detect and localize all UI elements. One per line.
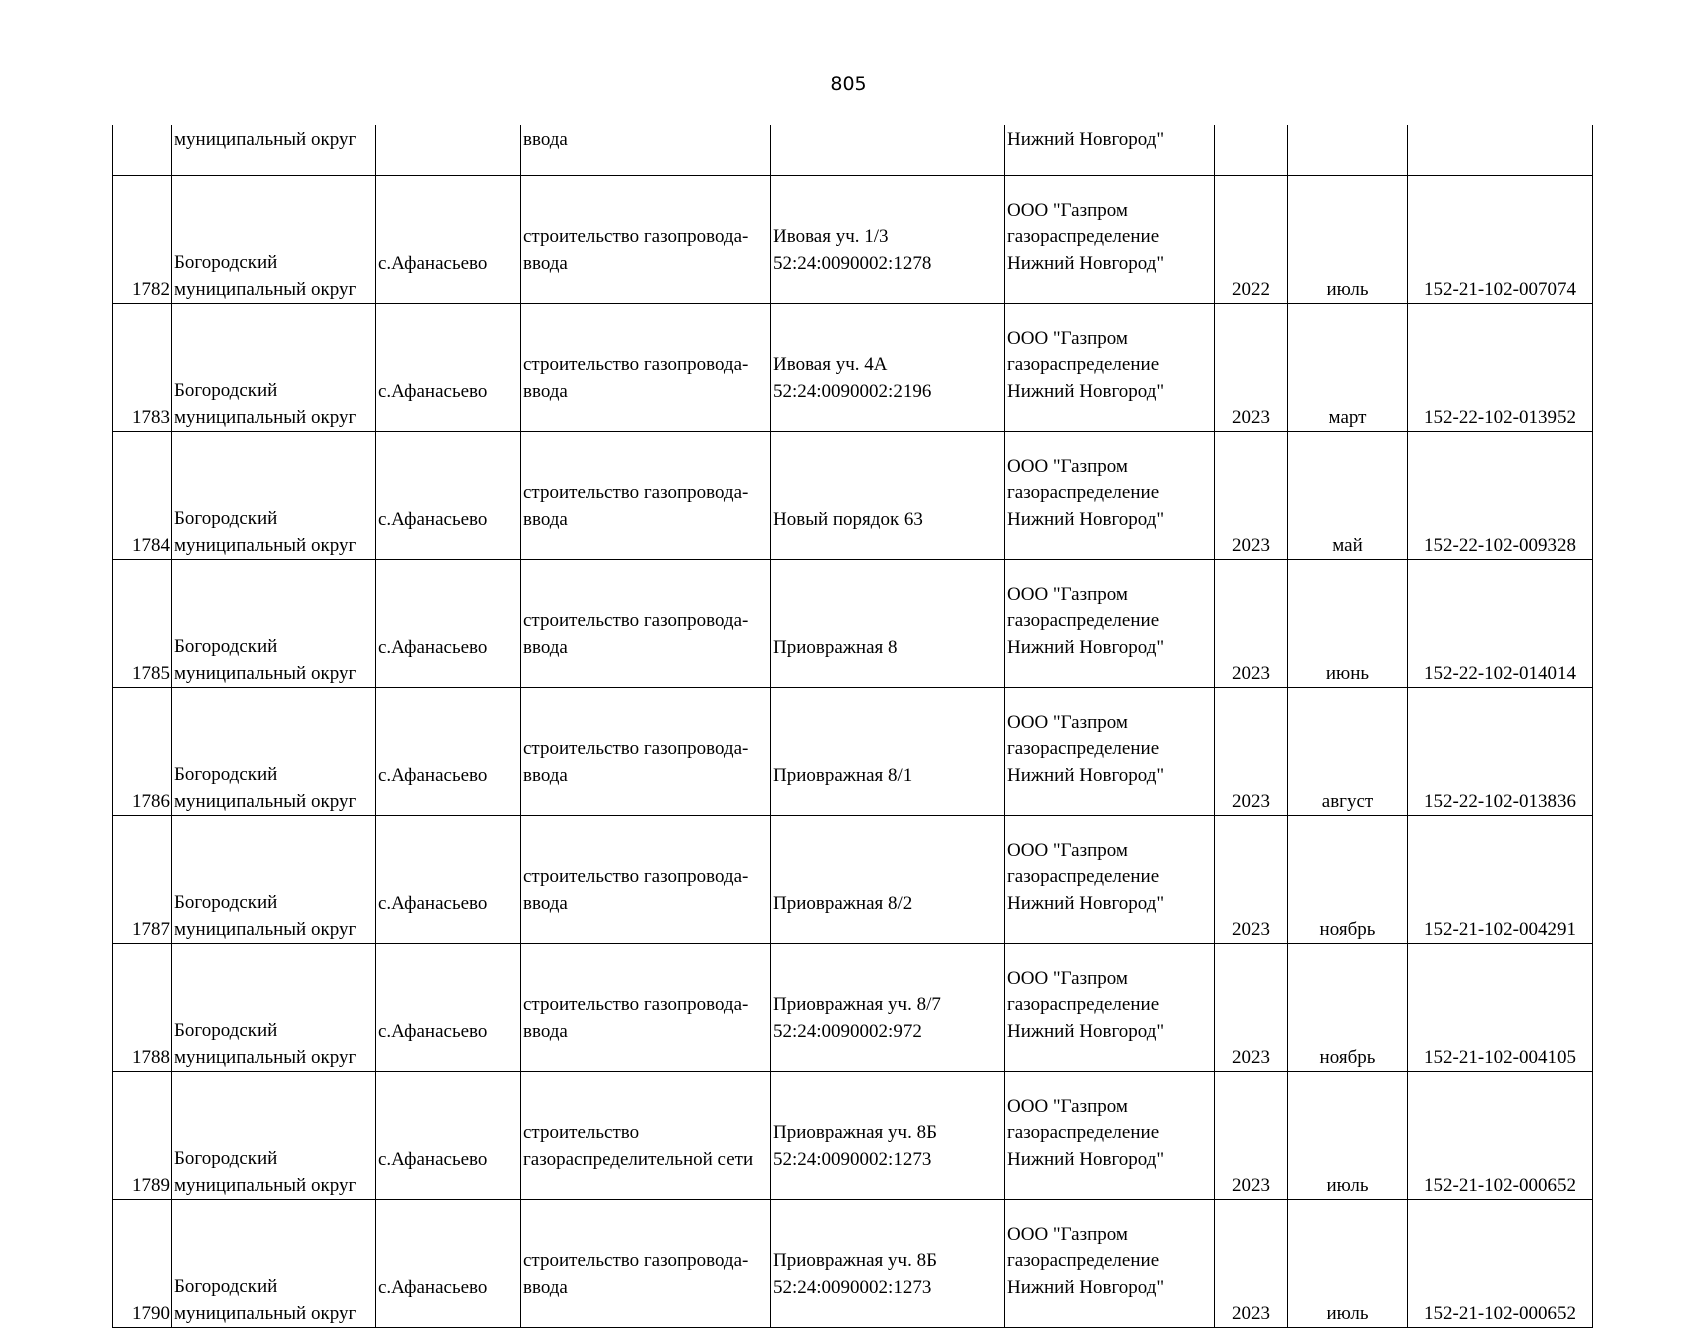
operator-line: Нижний Новгород"	[1007, 892, 1165, 914]
cell-num: 1786	[113, 688, 172, 816]
table-row	[113, 816, 1593, 944]
address-line: Новый порядок 63	[773, 508, 923, 530]
address-line: Приовражная уч. 8/7	[773, 994, 941, 1015]
district-line: Богородский	[174, 764, 278, 785]
operator-line: Нижний Новгород"	[1007, 1148, 1165, 1170]
cell-address	[771, 304, 1005, 432]
operator-line: газораспределение	[1007, 226, 1160, 247]
cell-operator	[1005, 688, 1215, 816]
cell-work	[521, 944, 771, 1072]
cell-address	[771, 944, 1005, 1072]
district-line: Богородский	[174, 380, 278, 401]
cell-operator	[1005, 1072, 1215, 1200]
address-line: 52:24:0090002:1278	[773, 252, 932, 274]
cell-operator	[1005, 176, 1215, 304]
operator-line: Нижний Новгород"	[1007, 1020, 1165, 1042]
cell-work	[521, 1072, 771, 1200]
cell-code: 152-22-102-013836	[1408, 688, 1593, 816]
cell-district	[172, 304, 376, 432]
operator-line: ООО "Газпром	[1007, 711, 1128, 733]
work-line: ввода	[523, 764, 568, 786]
cell-operator	[1005, 432, 1215, 560]
address-line: Приовражная уч. 8Б	[773, 1250, 937, 1271]
cell-work	[521, 688, 771, 816]
cell-settlement: с.Афанасьево	[376, 688, 521, 816]
cell-settlement: с.Афанасьево	[376, 432, 521, 560]
operator-line: Нижний Новгород"	[1007, 252, 1165, 274]
cell-address	[771, 1200, 1005, 1328]
cell-address	[771, 688, 1005, 816]
address-line: Приовражная 8	[773, 636, 898, 658]
cell-district: муниципальный округ	[172, 125, 376, 176]
address-line: Приовражная 8/2	[773, 892, 913, 914]
cell-month: июль	[1288, 1200, 1408, 1328]
district-line: муниципальный округ	[174, 918, 357, 940]
cell-year: 2023	[1215, 432, 1288, 560]
operator-line: ООО "Газпром	[1007, 455, 1128, 477]
district-line: муниципальный округ	[174, 278, 357, 300]
cell-district	[172, 1200, 376, 1328]
cell-code: 152-21-102-004291	[1408, 816, 1593, 944]
district-line: Богородский	[174, 252, 278, 273]
address-line: 52:24:0090002:1273	[773, 1276, 932, 1298]
address-line: 52:24:0090002:1273	[773, 1148, 932, 1170]
operator-line: Нижний Новгород"	[1007, 764, 1165, 786]
cell-code: 152-21-102-000652	[1408, 1200, 1593, 1328]
cell-work	[521, 176, 771, 304]
table-row	[113, 1072, 1593, 1200]
work-line: ввода	[523, 508, 568, 530]
operator-line: газораспределение	[1007, 866, 1160, 887]
table-row	[113, 432, 1593, 560]
cell-year	[1215, 125, 1288, 176]
cell-address	[771, 816, 1005, 944]
cell-code: 152-21-102-004105	[1408, 944, 1593, 1072]
work-line: строительство	[523, 1122, 640, 1143]
operator-line: газораспределение	[1007, 354, 1160, 375]
cell-month: июль	[1288, 176, 1408, 304]
cell-month: март	[1288, 304, 1408, 432]
cell-num: 1782	[113, 176, 172, 304]
page-number: 805	[830, 73, 867, 95]
cell-district	[172, 1072, 376, 1200]
address-line: Приовражная 8/1	[773, 764, 913, 786]
cell-operator	[1005, 944, 1215, 1072]
district-line: муниципальный округ	[174, 534, 357, 556]
address-line: 52:24:0090002:972	[773, 1020, 922, 1042]
operator-line: газораспределение	[1007, 610, 1160, 631]
table-row	[113, 176, 1593, 304]
cell-settlement	[376, 125, 521, 176]
cell-month: июнь	[1288, 560, 1408, 688]
district-line: Богородский	[174, 1276, 278, 1297]
operator-line: газораспределение	[1007, 482, 1160, 503]
district-line: муниципальный округ	[174, 790, 357, 812]
operator-line: газораспределение	[1007, 1122, 1160, 1143]
operator-line: Нижний Новгород"	[1007, 508, 1165, 530]
district-line: муниципальный округ	[174, 1174, 357, 1196]
cell-code	[1408, 125, 1593, 176]
cell-year: 2023	[1215, 304, 1288, 432]
continuation-row	[113, 125, 1593, 176]
cell-settlement: с.Афанасьево	[376, 1072, 521, 1200]
cell-address	[771, 176, 1005, 304]
district-line: Богородский	[174, 1020, 278, 1041]
cell-num: 1787	[113, 816, 172, 944]
cell-year: 2022	[1215, 176, 1288, 304]
operator-line: Нижний Новгород"	[1007, 636, 1165, 658]
cell-year: 2023	[1215, 560, 1288, 688]
cell-settlement: с.Афанасьево	[376, 304, 521, 432]
operator-line: газораспределение	[1007, 1250, 1160, 1271]
work-line: ввода	[523, 1020, 568, 1042]
cell-month: май	[1288, 432, 1408, 560]
cell-code: 152-21-102-000652	[1408, 1072, 1593, 1200]
cell-operator	[1005, 1200, 1215, 1328]
cell-num: 1789	[113, 1072, 172, 1200]
address-line	[773, 864, 1002, 891]
table-row	[113, 1200, 1593, 1328]
cell-month: ноябрь	[1288, 944, 1408, 1072]
address-line	[773, 608, 1002, 635]
cell-operator	[1005, 816, 1215, 944]
cell-district	[172, 560, 376, 688]
cell-district	[172, 432, 376, 560]
operator-line: ООО "Газпром	[1007, 839, 1128, 861]
cell-year: 2023	[1215, 1200, 1288, 1328]
cell-address	[771, 432, 1005, 560]
district-line: Богородский	[174, 508, 278, 529]
operator-line: ООО "Газпром	[1007, 967, 1128, 989]
cell-month: август	[1288, 688, 1408, 816]
work-line: строительство газопровода-	[523, 610, 749, 631]
operator-line: ООО "Газпром	[1007, 583, 1128, 605]
cell-work	[521, 816, 771, 944]
cell-work: ввода	[521, 125, 771, 176]
district-line: Богородский	[174, 892, 278, 913]
address-line	[773, 736, 1002, 763]
cell-num: 1788	[113, 944, 172, 1072]
cell-num: 1784	[113, 432, 172, 560]
cell-operator	[1005, 304, 1215, 432]
operator-line: газораспределение	[1007, 994, 1160, 1015]
work-line: ввода	[523, 380, 568, 402]
cell-district	[172, 816, 376, 944]
work-line: ввода	[523, 252, 568, 274]
cell-settlement: с.Афанасьево	[376, 560, 521, 688]
cell-code: 152-22-102-013952	[1408, 304, 1593, 432]
cell-code: 152-21-102-007074	[1408, 176, 1593, 304]
address-line: Ивовая уч. 4А	[773, 354, 888, 375]
cell-num	[113, 125, 172, 176]
cell-code: 152-22-102-014014	[1408, 560, 1593, 688]
operator-line: ООО "Газпром	[1007, 199, 1128, 221]
cell-num: 1790	[113, 1200, 172, 1328]
district-line: муниципальный округ	[174, 1046, 357, 1068]
table-row	[113, 688, 1593, 816]
address-line	[773, 480, 1002, 507]
work-line: ввода	[523, 636, 568, 658]
work-line: строительство газопровода-	[523, 1250, 749, 1271]
cell-work	[521, 560, 771, 688]
address-line: 52:24:0090002:2196	[773, 380, 932, 402]
work-line: строительство газопровода-	[523, 354, 749, 375]
cell-address	[771, 1072, 1005, 1200]
cell-month: ноябрь	[1288, 816, 1408, 944]
cell-num: 1783	[113, 304, 172, 432]
cell-year: 2023	[1215, 816, 1288, 944]
cell-address	[771, 125, 1005, 176]
work-line: газораспределительной сети	[523, 1148, 754, 1170]
gasification-register-table	[112, 125, 1593, 1328]
cell-work	[521, 304, 771, 432]
cell-district	[172, 688, 376, 816]
district-line: муниципальный округ	[174, 406, 357, 428]
operator-line: ООО "Газпром	[1007, 327, 1128, 349]
work-line: строительство газопровода-	[523, 866, 749, 887]
cell-month: июль	[1288, 1072, 1408, 1200]
cell-district	[172, 944, 376, 1072]
cell-operator	[1005, 560, 1215, 688]
cell-year: 2023	[1215, 1072, 1288, 1200]
cell-work	[521, 432, 771, 560]
cell-work	[521, 1200, 771, 1328]
work-line: строительство газопровода-	[523, 226, 749, 247]
operator-line: ООО "Газпром	[1007, 1223, 1128, 1245]
address-line: Ивовая уч. 1/3	[773, 226, 889, 247]
district-line: Богородский	[174, 636, 278, 657]
work-line: ввода	[523, 1276, 568, 1298]
cell-year: 2023	[1215, 688, 1288, 816]
cell-month	[1288, 125, 1408, 176]
cell-num: 1785	[113, 560, 172, 688]
operator-line: Нижний Новгород"	[1007, 380, 1165, 402]
district-line: Богородский	[174, 1148, 278, 1169]
table-row	[113, 560, 1593, 688]
operator-line: газораспределение	[1007, 738, 1160, 759]
operator-line: ООО "Газпром	[1007, 1095, 1128, 1117]
cell-district	[172, 176, 376, 304]
cell-year: 2023	[1215, 944, 1288, 1072]
district-line: муниципальный округ	[174, 662, 357, 684]
cell-settlement: с.Афанасьево	[376, 176, 521, 304]
cell-operator: Нижний Новгород"	[1005, 125, 1215, 176]
table-row	[113, 304, 1593, 432]
address-line: Приовражная уч. 8Б	[773, 1122, 937, 1143]
operator-line: Нижний Новгород"	[1007, 1276, 1165, 1298]
cell-address	[771, 560, 1005, 688]
work-line: строительство газопровода-	[523, 994, 749, 1015]
work-line: строительство газопровода-	[523, 482, 749, 503]
work-line: ввода	[523, 892, 568, 914]
cell-settlement: с.Афанасьево	[376, 944, 521, 1072]
cell-code: 152-22-102-009328	[1408, 432, 1593, 560]
district-line: муниципальный округ	[174, 1302, 357, 1324]
table-row	[113, 944, 1593, 1072]
cell-settlement: с.Афанасьево	[376, 1200, 521, 1328]
work-line: строительство газопровода-	[523, 738, 749, 759]
cell-settlement: с.Афанасьево	[376, 816, 521, 944]
